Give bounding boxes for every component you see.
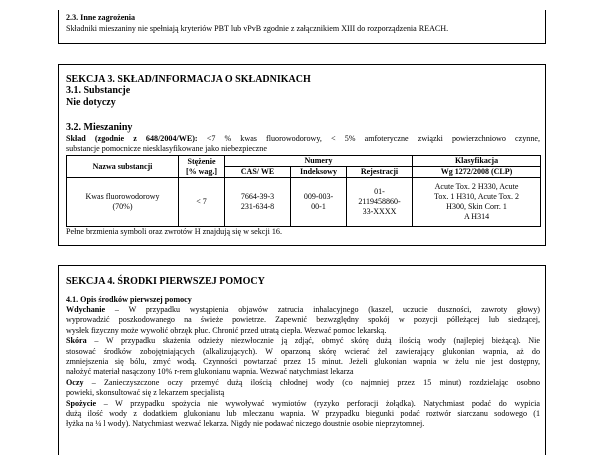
inhalation-line-3: wysłek fizyczny może wywołić obrzęk płuc. Chronić przed utratą ciepła. Wezwać pomoc lekarską. xyxy=(66,325,387,335)
cell-cas: 7664-39-3 231-634-8 xyxy=(225,178,291,227)
header-concentration: Stężenie [% wag.] xyxy=(179,156,225,178)
eyes-line-1: Oczy – Zanieczyszczone oczy przemyć dużą ilością chłodnej wody (co najmniej przez 15 minut) rozdzielając osobno xyxy=(66,377,540,387)
section-2-3-heading: 2.3. Inne zagrożenia xyxy=(66,13,136,22)
section-3-box xyxy=(58,64,546,246)
section-3-2-heading: 3.2. Mieszaniny xyxy=(66,122,133,133)
first-aid-paragraphs xyxy=(66,305,540,430)
skin-line-1: Skóra – W przypadku skażenia odzieży niezwłocznie ją zdjąć, obmyć skórę dużą ilością wody (najlepiej bieżącą). Nie xyxy=(66,336,540,346)
skin-line-3: zmniejszenia się bólu, zmyć wodą. Czynności powtarzać przez 15 minut. Jeżeli glukonian wapnia w żelu nie jest dostępny, xyxy=(66,357,540,367)
header-cas: CAS/ WE xyxy=(225,167,291,178)
composition-line-2: substancje pomocnicze niesklasyfikowane jako niebezpieczne xyxy=(66,144,267,154)
composition-statement xyxy=(66,134,540,155)
inhalation-line-2: wyprowadzić poszkodowanego na świeże powietrze. Zapewnić bezwzględny spokój w pozycji półleżącej lub siedzącej, xyxy=(66,315,540,325)
header-classification: Klasyfikacja xyxy=(413,156,541,167)
inhalation-line-1: Wdychanie – W przypadku wystąpienia objawów zatrucia inhalacyjnego (kaszel, uczucie duszności, zawroty głowy) xyxy=(66,305,540,314)
section-3-footnote: Pełne brzmienia symboli oraz zwrotów H znajdują się w sekcji 16. xyxy=(66,227,282,236)
ingestion-line-1: Spożycie – W przypadku spożycia nie wywoływać wymiotów (ryzyko perforacji żołądka). Natychmiast podać do wypicia xyxy=(66,398,540,408)
section-4-1-heading: 4.1. Opis środków pierwszej pomocy xyxy=(66,295,192,304)
eyes-line-2: powieki, skonsultować się z lekarzem specjalistą xyxy=(66,388,225,398)
ingestion-line-3: łyżka na ¼ l wody). Natychmiast wezwać lekarza. Nigdy nie podawać niczego doustnie osobie nieprzytomnej. xyxy=(66,419,425,429)
header-numbers: Numery xyxy=(225,156,413,167)
skin-line-4: nałożyć materiał nasączony 10% r-rem glukonianu wapnia. Wezwać natychmiast lekarza xyxy=(66,367,354,377)
header-clp: Wg 1272/2008 (CLP) xyxy=(413,167,541,178)
cell-concentration: < 7 xyxy=(179,178,225,227)
section-3-title: SEKCJA 3. SKŁAD/INFORMACJA O SKŁADNIKACH xyxy=(66,74,311,85)
header-index: Indeksowy xyxy=(291,167,347,178)
cell-classification: Acute Tox. 2 H330, Acute Tox. 1 H310, Acute Tox. 2 H300, Skin Corr. 1 A H314 xyxy=(413,178,541,227)
ingestion-line-2: dużą ilość wody z dodatkiem glukonianu lub mleczanu wapnia. W przypadku biegunki podać roztwór siarczanu sodowego (1 xyxy=(66,409,540,419)
section-3-1-heading: 3.1. Substancje xyxy=(66,85,131,96)
section-3-1-text: Nie dotyczy xyxy=(66,97,116,108)
header-registration: Rejestracji xyxy=(347,167,413,178)
table-row xyxy=(67,178,541,227)
section-4-title: SEKCJA 4. ŚRODKI PIERWSZEJ POMOCY xyxy=(66,276,265,287)
table-header-row xyxy=(67,156,541,167)
composition-table xyxy=(66,155,541,227)
composition-line-1: <7 % kwas fluorowodorowy, < 5% amfoteryczne związki powierzchniowo czynne, xyxy=(206,134,540,143)
composition-label: Skład (zgodnie z 648/2004/WE): xyxy=(66,134,198,143)
header-substance-name: Nazwa substancji xyxy=(67,156,179,178)
cell-index: 009-003- 00-1 xyxy=(291,178,347,227)
cell-substance-name: Kwas fluorowodorowy (70%) xyxy=(67,178,179,227)
section-4-box xyxy=(58,265,546,455)
section-2-3-box xyxy=(58,10,546,44)
skin-line-2: stosować środków zobojętniających (alkalizujących). W oparzoną skórę wcierać żel zawierający glukonian wapnia, aż do xyxy=(66,346,540,356)
cell-registration: 01- 2119458860- 33-XXXX xyxy=(347,178,413,227)
section-2-3-text: Składniki mieszaniny nie spełniają kryteriów PBT lub vPvB zgodnie z załącznikiem XIII do rozporządzenia REACH. xyxy=(66,24,449,33)
